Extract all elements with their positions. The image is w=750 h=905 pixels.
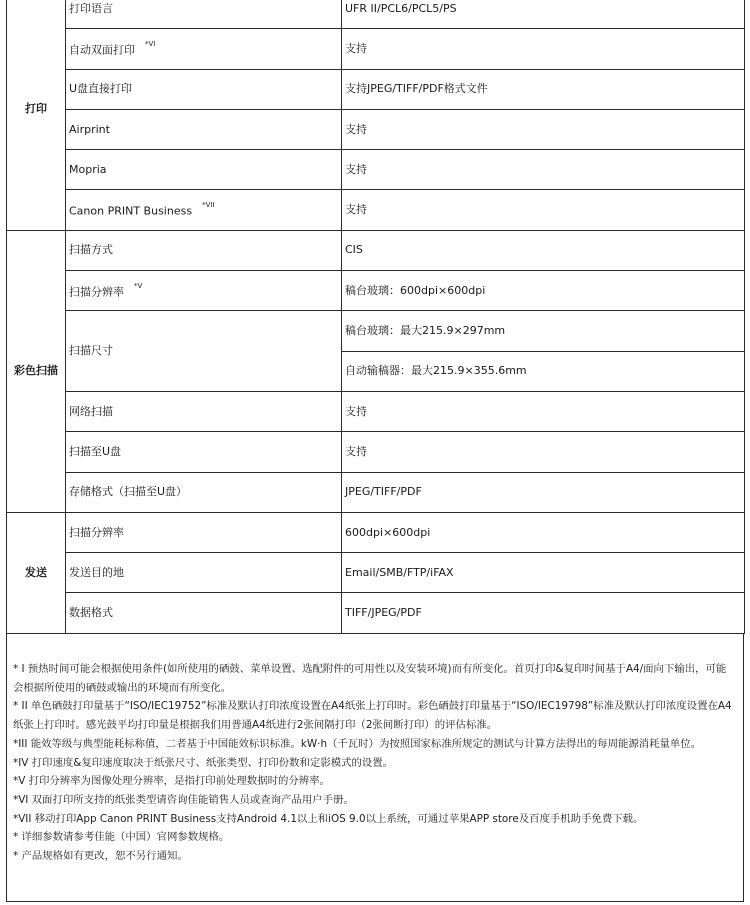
table-row [7, 391, 745, 431]
spec-value: CIS [342, 230, 745, 270]
table-row [7, 553, 745, 593]
spec-item-label: 数据格式 [69, 606, 113, 620]
spec-value: UFR II/PCL6/PCL5/PS [342, 0, 745, 29]
spec-item [66, 230, 342, 270]
table-row [7, 109, 745, 149]
footnote-marker: *V [134, 281, 143, 290]
table-row [7, 150, 745, 190]
footnote-marker: *VI [145, 40, 156, 49]
spec-value: 支持 [342, 391, 745, 431]
spec-value: 支持 [342, 150, 745, 190]
spec-item-label: Mopria [69, 162, 107, 176]
spec-item [66, 512, 342, 552]
spec-value: 支持 [342, 109, 745, 149]
table-row [7, 311, 745, 351]
table-row [7, 190, 745, 230]
spec-item-label: 网络扫描 [69, 404, 113, 418]
spec-table [6, 0, 745, 634]
spec-item-label: 打印语言 [69, 1, 113, 15]
table-row [7, 432, 745, 472]
footnote-marker: *VII [202, 201, 215, 210]
spec-item [66, 472, 342, 512]
table-row [7, 230, 745, 270]
spec-item-label: 扫描至U盘 [69, 444, 122, 458]
footnote: *VII 移动打印App Canon PRINT Business支持Android 4.1以上和iOS 9.0以上系统，可通过苹果APP store及百度手机助手免费下载。 [13, 812, 644, 825]
spec-value: 支持 [342, 29, 745, 69]
spec-item-label: U盘直接打印 [69, 82, 133, 96]
footnote: * 产品规格如有更改，恕不另行通知。 [13, 850, 188, 863]
spec-value: 支持 [342, 190, 745, 230]
table-row [7, 472, 745, 512]
footnote: * I 预热时间可能会根据使用条件(如所使用的硒鼓、菜单设置、选配附件的可用性以及安装环境)而有所变化。首页打印&复印时间基于A4/面向下输出，可能会根据所使用的硒鼓或输出的环境而有所变化。 [13, 663, 727, 694]
spec-value: 稿台玻璃：最大215.9×297mm [342, 311, 745, 351]
spec-item [66, 391, 342, 431]
section-category: 发送 [7, 512, 66, 633]
spec-item [66, 271, 342, 311]
spec-item-label: Airprint [69, 122, 110, 136]
table-row [7, 29, 745, 69]
spec-item-label: 扫描尺寸 [69, 344, 113, 358]
spec-item [66, 553, 342, 593]
spec-item [66, 190, 342, 230]
spec-item [66, 150, 342, 190]
table-row [7, 512, 745, 552]
footnotes [13, 660, 733, 866]
footnote: *VI 双面打印所支持的纸张类型请咨询佳能销售人员或查询产品用户手册。 [13, 793, 354, 806]
table-row [7, 593, 745, 633]
spec-item [66, 29, 342, 69]
footnote: *IV 打印速度&复印速度取决于纸张尺寸、纸张类型、打印份数和定影模式的设置。 [13, 756, 394, 769]
spec-item [66, 69, 342, 109]
spec-item-label: Canon PRINT Business [69, 204, 193, 218]
spec-value: 支持 [342, 432, 745, 472]
spec-value: 自动输稿器：最大215.9×355.6mm [342, 351, 745, 391]
spec-item [66, 593, 342, 633]
spec-item-label: 扫描方式 [69, 243, 113, 257]
spec-value: 稿台玻璃：600dpi×600dpi [342, 271, 745, 311]
table-row [7, 0, 745, 29]
table-row [7, 69, 745, 109]
section-category: 打印 [7, 0, 66, 230]
spec-value: TIFF/JPEG/PDF [342, 593, 745, 633]
spec-item [66, 432, 342, 472]
spec-item-label: 发送目的地 [69, 565, 124, 579]
spec-item-label: 存储格式（扫描至U盘） [69, 485, 188, 499]
spec-value: 600dpi×600dpi [342, 512, 745, 552]
footnote: *III 能效等级与典型能耗标称值，二者基于中国能效标识标准。kW·h（千瓦时）为按照国家标准所规定的测试与计算方法得出的每周能源消耗量单位。 [13, 737, 702, 750]
footnote: * II 单色硒鼓打印量基于“ISO/IEC19752”标准及默认打印浓度设置在A4纸张上打印时。彩色硒鼓打印量基于“ISO/IEC19798”标准及默认打印浓度设置在A4纸张上打印时。感光鼓平均打印量是根据我们用普通A4纸进行2张间隔打印（2张间断打印）的评估标准。 [13, 700, 732, 732]
table-row [7, 271, 745, 311]
spec-item-label: 扫描分辨率 [69, 525, 124, 539]
spec-item-label: 自动双面打印 [69, 43, 135, 57]
spec-item [66, 0, 342, 29]
spec-item [66, 109, 342, 149]
spec-item [66, 311, 342, 392]
spec-item-label: 扫描分辨率 [69, 285, 124, 299]
section-category: 彩色扫描 [7, 230, 66, 512]
spec-value: JPEG/TIFF/PDF [342, 472, 745, 512]
footnote: * 详细参数请参考佳能（中国）官网参数规格。 [13, 831, 230, 844]
spec-value: 支持JPEG/TIFF/PDF格式文件 [342, 69, 745, 109]
spec-value: Email/SMB/FTP/iFAX [342, 553, 745, 593]
footnote: *V 打印分辨率为图像处理分辨率，是指打印前处理数据时的分辨率。 [13, 775, 330, 788]
